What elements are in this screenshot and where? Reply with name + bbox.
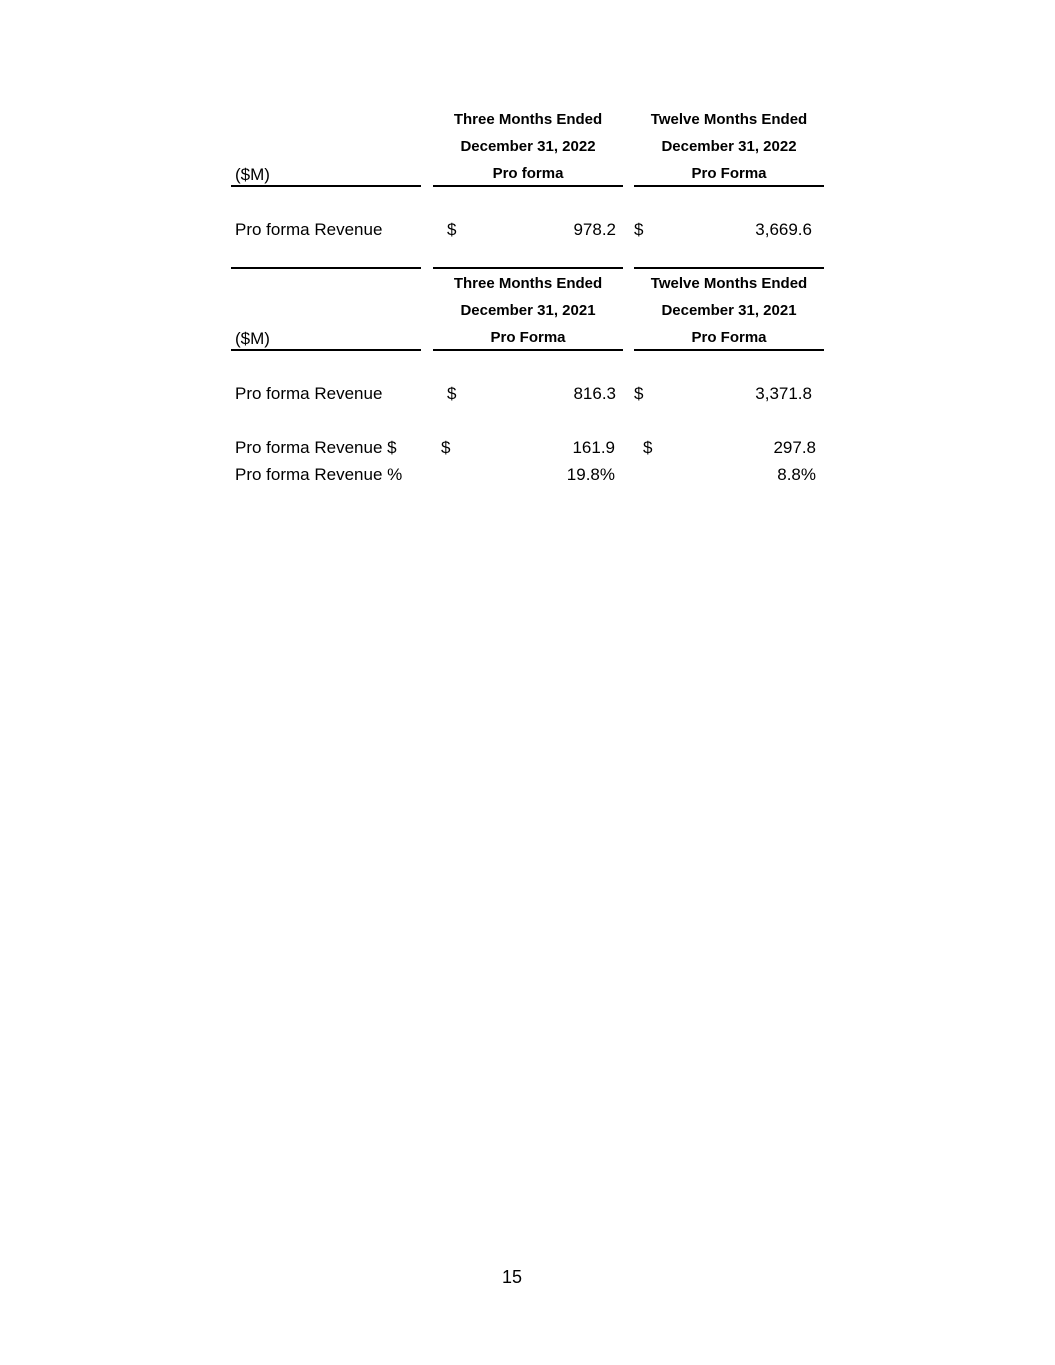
change-percent-col1: 19.8%: [566, 465, 615, 484]
change-dollar-label: Pro forma Revenue $: [235, 438, 397, 457]
col1-header-line1: Three Months Ended: [453, 111, 603, 128]
header-rule-col2: [634, 349, 824, 351]
col1-header-line1: Three Months Ended: [453, 275, 603, 292]
currency-symbol: $: [634, 220, 644, 239]
change-dollar-col2: 297.8: [773, 438, 816, 457]
col1-header-line2: December 31, 2021: [460, 302, 596, 319]
col1-header-line3: Pro Forma: [490, 329, 566, 346]
row-value-col2: 3,669.6: [755, 220, 812, 239]
top-rule-label: [231, 267, 421, 269]
header-rule-label: [231, 349, 421, 351]
row-value-col1: 816.3: [573, 384, 616, 403]
change-percent-label: Pro forma Revenue %: [235, 465, 403, 484]
currency-symbol: $: [643, 438, 653, 457]
change-percent-col2: 8.8%: [777, 465, 816, 484]
page-number: 15: [501, 1267, 523, 1287]
header-rule-label: [231, 185, 421, 187]
top-rule-col1: [433, 267, 623, 269]
currency-symbol: $: [441, 438, 451, 457]
top-rule-col2: [634, 267, 824, 269]
col2-header-line1: Twelve Months Ended: [650, 275, 808, 292]
col1-header-line2: December 31, 2022: [460, 138, 596, 155]
col2-header-line2: December 31, 2021: [661, 302, 797, 319]
row-label: Pro forma Revenue: [235, 384, 383, 403]
header-rule-col1: [433, 185, 623, 187]
currency-symbol: $: [634, 384, 644, 403]
row-label: Pro forma Revenue: [235, 220, 383, 239]
header-rule-col2: [634, 185, 824, 187]
change-dollar-col1: 161.9: [572, 438, 615, 457]
row-value-col1: 978.2: [573, 220, 616, 239]
row-value-col2: 3,371.8: [755, 384, 812, 403]
col2-header-line3: Pro Forma: [691, 165, 767, 182]
currency-symbol: $: [447, 384, 457, 403]
col1-header-line3: Pro forma: [492, 165, 564, 182]
col2-header-line1: Twelve Months Ended: [650, 111, 808, 128]
currency-symbol: $: [447, 220, 457, 239]
header-rule-col1: [433, 349, 623, 351]
unit-label: ($M): [235, 329, 270, 348]
col2-header-line2: December 31, 2022: [661, 138, 797, 155]
col2-header-line3: Pro Forma: [691, 329, 767, 346]
unit-label: ($M): [235, 165, 270, 184]
